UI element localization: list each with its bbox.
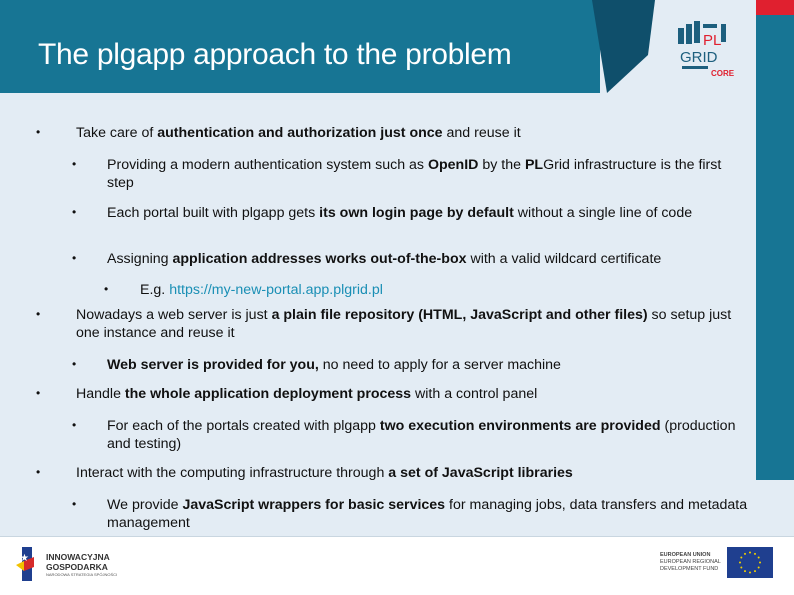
- eu-star: [754, 570, 756, 572]
- bullet-marker: •: [36, 465, 41, 479]
- bullet-marker: •: [72, 497, 77, 511]
- text: For each of the portals created with plgapp: [107, 418, 380, 434]
- text: without a single line of code: [513, 205, 693, 221]
- eu-star: [757, 567, 759, 569]
- text: no need to apply for a server machine: [318, 357, 561, 373]
- text: so setup just one instance and reuse it: [76, 307, 732, 341]
- ig-line1: INNOWACYJNA: [46, 551, 110, 562]
- eu-star: [757, 557, 759, 559]
- portal-link[interactable]: https://my-new-portal.app.plgrid.pl: [169, 282, 383, 298]
- bullet-item-level-1: [76, 464, 756, 482]
- bullet-marker: •: [72, 157, 77, 171]
- text: Grid infrastructure is the first step: [107, 157, 722, 191]
- svg-text:GRID: GRID: [680, 49, 718, 66]
- bold-text: a plain file repository (HTML, JavaScript and other files): [271, 307, 648, 323]
- bullet-marker: •: [72, 251, 77, 265]
- plgrid-core-logo: [676, 18, 734, 78]
- text: We provide: [107, 497, 183, 513]
- text: Nowadays a web server is just: [76, 307, 272, 323]
- bold-text: JavaScript wrappers for basic services: [182, 497, 446, 513]
- svg-text:PL: PL: [703, 32, 722, 49]
- bold-text: two execution environments are provided: [379, 418, 661, 434]
- bullet-item-level-1: [76, 385, 756, 403]
- bullet-marker: •: [72, 357, 77, 371]
- eu-star: [744, 553, 746, 555]
- bullet-item-level-1: [76, 306, 756, 342]
- bullet-item-level-2: [107, 417, 752, 453]
- bullet-item-level-3: [140, 281, 740, 299]
- bold-text: Web server is provided for you,: [107, 357, 319, 373]
- bullet-item-level-2: [107, 356, 752, 374]
- eu-line2: EUROPEAN REGIONAL: [660, 559, 721, 565]
- text: for managing jobs, data transfers and metadata management: [107, 497, 748, 531]
- eu-star: [754, 553, 756, 555]
- text: with a control panel: [411, 386, 538, 402]
- text: Providing a modern authentication system such as: [107, 157, 428, 173]
- bullet-marker: •: [36, 386, 41, 400]
- bullet-item-level-2: [107, 156, 752, 192]
- bold-text: its own login page by default: [319, 205, 514, 221]
- eu-star: [749, 572, 751, 574]
- svg-text:CORE: CORE: [711, 69, 734, 78]
- eu-logo: [660, 547, 773, 578]
- text: (production and testing): [107, 418, 736, 452]
- slide-title: The plgapp approach to the problem: [38, 38, 512, 71]
- eu-line3: DEVELOPMENT FUND: [660, 566, 719, 572]
- eu-star: [740, 557, 742, 559]
- text: and reuse it: [442, 125, 521, 141]
- bold-text: OpenID: [427, 157, 479, 173]
- eu-flag-icon: [727, 547, 773, 578]
- text: Assigning: [107, 251, 173, 267]
- bullet-marker: •: [104, 282, 109, 296]
- text: E.g.: [140, 282, 170, 298]
- text: Each portal built with plgapp gets: [107, 205, 320, 221]
- bullet-item-level-2: [107, 250, 752, 268]
- eu-line1: EUROPEAN UNION: [660, 552, 711, 558]
- ig-line3: NARODOWA STRATEGIA SPÓJNOŚCI: [46, 571, 118, 577]
- bullet-item-level-2: [107, 496, 752, 532]
- eu-star: [749, 552, 751, 554]
- bold-text: PL: [524, 157, 544, 173]
- text: by the: [478, 157, 525, 173]
- text: Interact with the computing infrastructure through: [76, 465, 389, 481]
- ig-logo-icon: [14, 547, 40, 581]
- text: with a valid wildcard certificate: [466, 251, 662, 267]
- svg-text:★: ★: [20, 553, 29, 564]
- text: Take care of: [76, 125, 158, 141]
- bold-text: a set of JavaScript libraries: [388, 465, 573, 481]
- side-strip-accent: [756, 0, 794, 15]
- bullet-marker: •: [36, 125, 41, 139]
- bold-text: authentication and authorization just once: [157, 125, 443, 141]
- eu-star: [759, 562, 761, 564]
- side-strip: [756, 0, 794, 480]
- text: Handle: [76, 386, 125, 402]
- bullet-item-level-1: [76, 124, 756, 142]
- bullet-item-level-2: [107, 204, 752, 222]
- eu-star: [744, 570, 746, 572]
- bullet-marker: •: [36, 307, 41, 321]
- bold-text: application addresses works out-of-the-box: [172, 251, 467, 267]
- bold-text: the whole application deployment process: [124, 386, 412, 402]
- eu-star: [740, 567, 742, 569]
- eu-star: [739, 562, 741, 564]
- bullet-marker: •: [72, 418, 77, 432]
- bullet-marker: •: [72, 205, 77, 219]
- ig-line2: GOSPODARKA: [46, 561, 108, 572]
- innowacyjna-gospodarka-logo: [14, 547, 117, 581]
